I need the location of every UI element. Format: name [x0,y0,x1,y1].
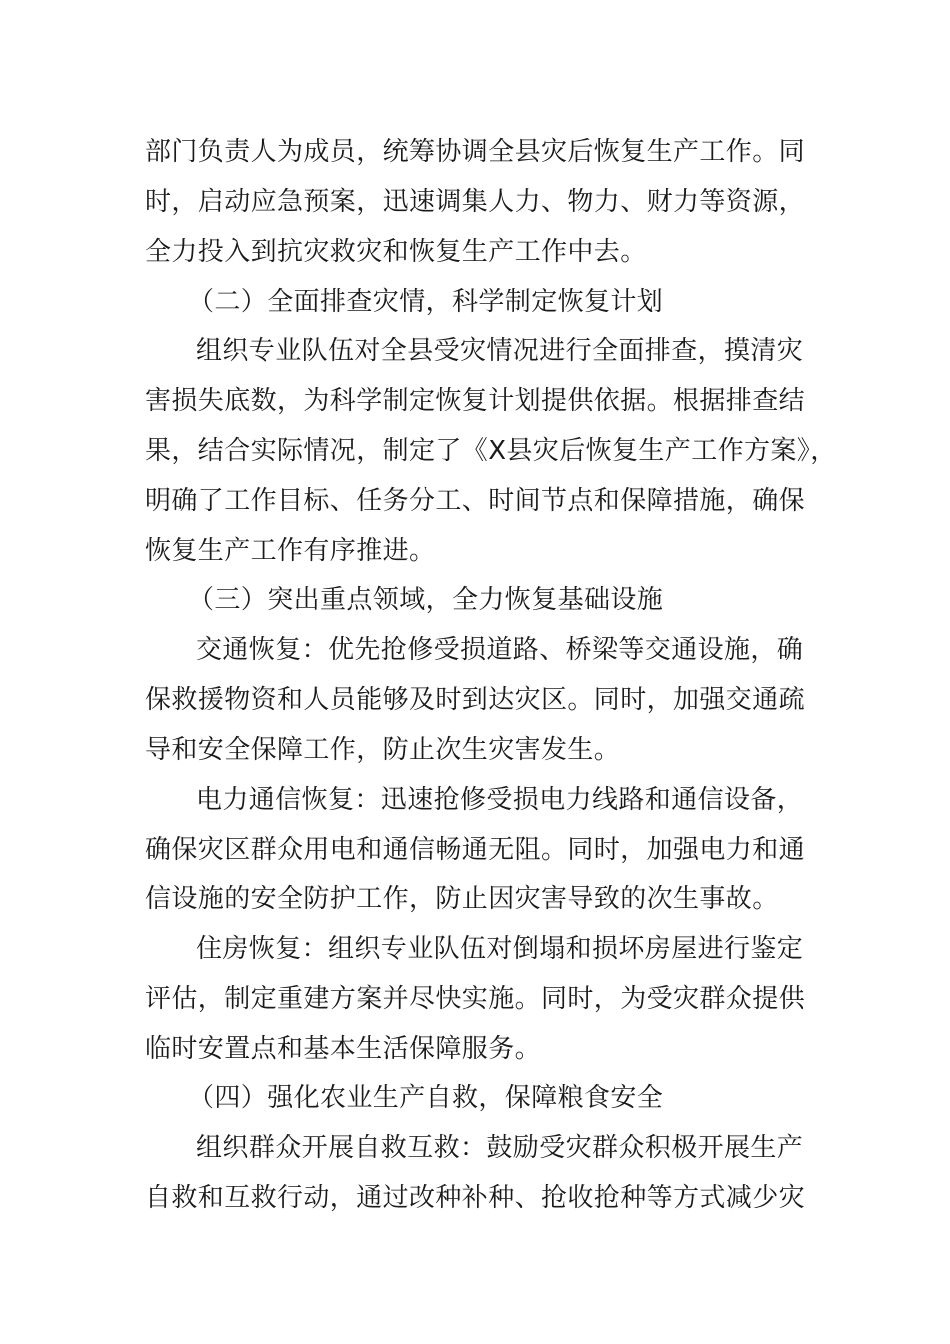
body-text-line: 时，启动应急预案，迅速调集人力、物力、财力等资源， [145,187,806,217]
body-text-line: 明确了工作目标、任务分工、时间节点和保障措施，确保 [145,486,806,516]
body-text-line: 电力通信恢复：迅速抢修受损电力线路和通信设备， [196,785,804,815]
body-text-line: 全力投入到抗灾救灾和恢复生产工作中去。 [145,237,647,267]
body-text-line: 部门负责人为成员，统筹协调全县灾后恢复生产工作。同 [145,137,806,167]
body-text-line: 保救援物资和人员能够及时到达灾区。同时，加强交通疏 [145,685,806,715]
body-text-line: 临时安置点和基本生活保障服务。 [145,1034,542,1064]
body-text-line: 信设施的安全防护工作，防止因灾害导致的次生事故。 [145,884,779,914]
body-text-line: 评估，制定重建方案并尽快实施。同时，为受灾群众提供 [145,984,806,1014]
body-text-line: 导和安全保障工作，防止次生灾害发生。 [145,735,621,765]
body-text-line: 交通恢复：优先抢修受损道路、桥梁等交通设施，确 [196,635,804,665]
section-heading-2: （二）全面排查灾情，科学制定恢复计划 [188,287,664,317]
body-text-line: 恢复生产工作有序推进。 [145,536,436,566]
body-text-line: 组织专业队伍对全县受灾情况进行全面排查，摸清灾 [196,336,804,366]
body-text-line: 确保灾区群众用电和通信畅通无阻。同时，加强电力和通 [145,835,806,865]
section-heading-4: （四）强化农业生产自救，保障粮食安全 [188,1083,664,1113]
body-text-line: 害损失底数，为科学制定恢复计划提供依据。根据排查结 [145,386,806,416]
body-text-line: 果，结合实际情况，制定了《X县灾后恢复生产工作方案》， [145,436,837,466]
body-text-line: 住房恢复：组织专业队伍对倒塌和损坏房屋进行鉴定 [196,934,804,964]
section-heading-3: （三）突出重点领域，全力恢复基础设施 [188,585,664,615]
body-text-line: 组织群众开展自救互救：鼓励受灾群众积极开展生产 [196,1133,804,1163]
body-text-line: 自救和互救行动，通过改种补种、抢收抢种等方式减少灾 [145,1183,806,1213]
